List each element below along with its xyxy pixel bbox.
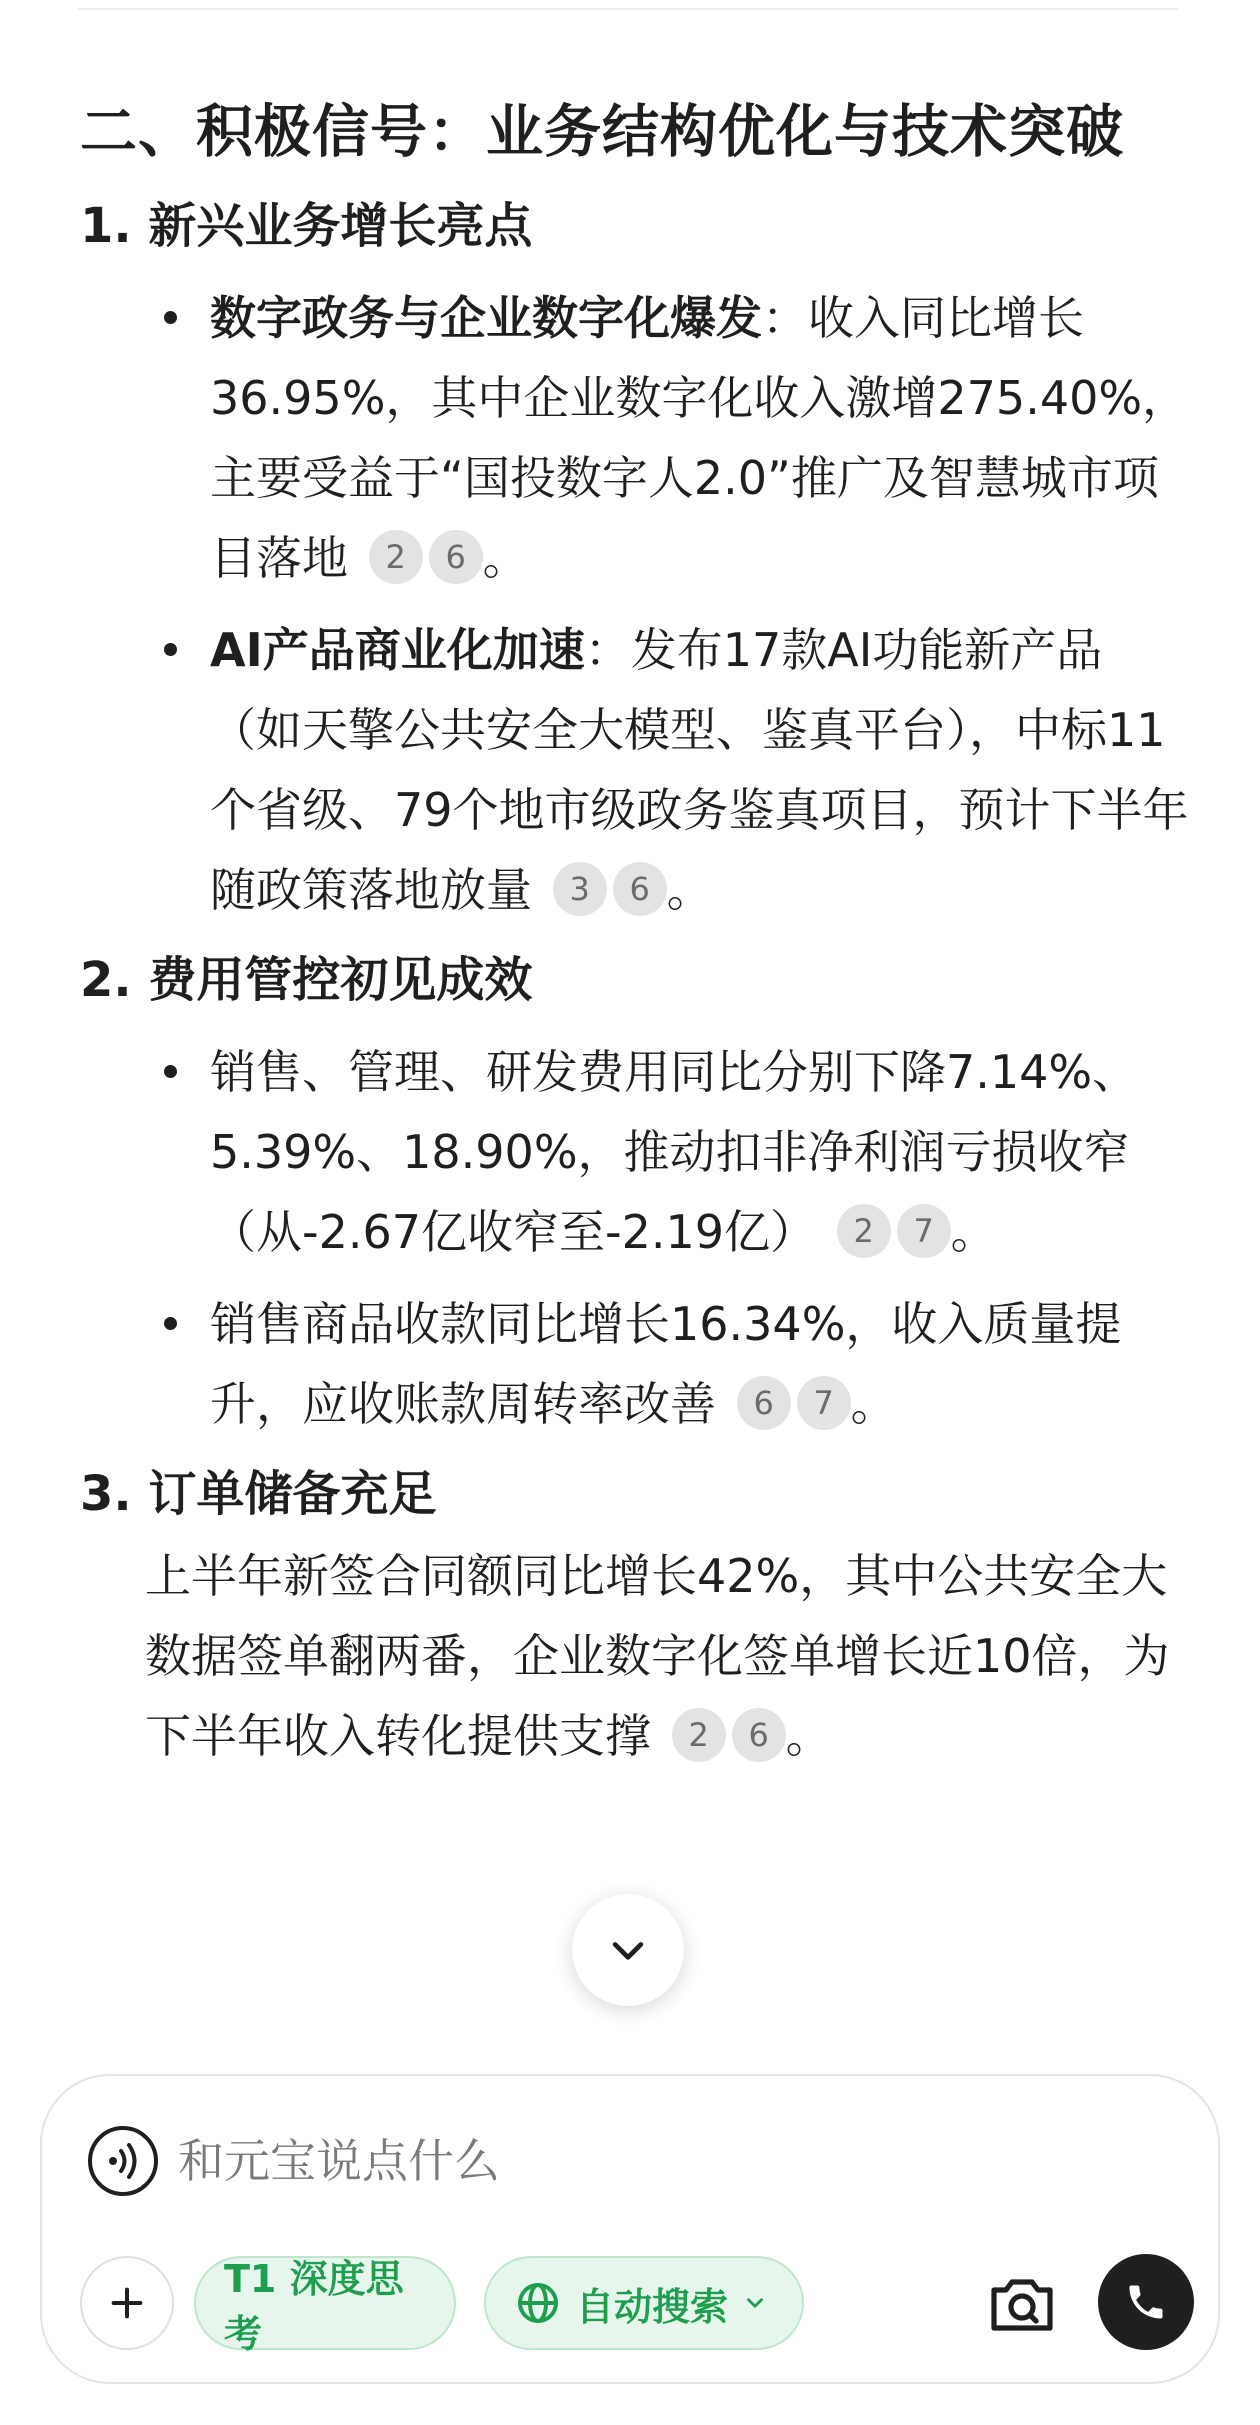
voice-call-button[interactable] <box>1098 2254 1194 2350</box>
answer-content <box>80 82 1190 1776</box>
citation-badge[interactable]: 2 <box>369 530 423 584</box>
list-heading-2: 2. 费用管控初见成效 <box>80 952 533 1008</box>
add-attachment-button[interactable] <box>80 2256 174 2350</box>
globe-icon <box>514 2279 562 2327</box>
list-item: 销售、管理、研发费用同比分别下降7.14%、5.39%、18.90%，推动扣非净利润亏损收窄（从-2.67亿收窄至-2.19亿） 2 7 。 <box>80 1032 1190 1272</box>
camera-icon <box>986 2272 1058 2336</box>
plus-icon <box>107 2283 147 2323</box>
deep-think-toggle[interactable]: T1 深度思考 <box>194 2256 456 2350</box>
bullet-list-2 <box>80 1032 1190 1444</box>
chevron-down-icon <box>606 1928 650 1972</box>
citation-badge[interactable]: 6 <box>429 530 483 584</box>
citation-badge[interactable]: 6 <box>732 1708 786 1762</box>
citation-badge[interactable]: 2 <box>837 1204 891 1258</box>
camera-button[interactable] <box>982 2264 1062 2344</box>
message-composer <box>40 2074 1220 2384</box>
citation-badge[interactable]: 7 <box>797 1376 851 1430</box>
list-heading-3: 3. 订单储备充足 <box>80 1466 437 1522</box>
voice-input-icon[interactable] <box>86 2124 160 2198</box>
list-heading-1: 1. 新兴业务增长亮点 <box>80 198 533 254</box>
phone-icon <box>1124 2280 1168 2324</box>
section-title: 二、积极信号：业务结构优化与技术突破 <box>80 99 1124 165</box>
citation-badge[interactable]: 2 <box>672 1708 726 1762</box>
citation-badge[interactable]: 3 <box>553 862 607 916</box>
list-item: 数字政务与企业数字化爆发：收入同比增长36.95%，其中企业数字化收入激增275.40%，主要受益于“国投数字人2.0”推广及智慧城市项目落地 2 6 。 <box>80 278 1190 598</box>
top-divider <box>78 8 1178 10</box>
list-item: AI产品商业化加速：发布17款AI功能新产品（如天擎公共安全大模型、鉴真平台），中标11个省级、79个地市级政务鉴真项目，预计下半年随政策落地放量 3 6 。 <box>80 610 1190 930</box>
bullet-list-1 <box>80 278 1190 930</box>
scroll-down-button[interactable] <box>572 1894 684 2006</box>
list-paragraph-3: 上半年新签合同额同比增长42%，其中公共安全大数据签单翻两番，企业数字化签单增长近10倍，为下半年收入转化提供支撑 2 6 。 <box>145 1549 1170 1763</box>
message-input[interactable]: 和元宝说点什么 <box>178 2134 500 2188</box>
auto-search-toggle[interactable]: 自动搜索 <box>484 2256 804 2350</box>
citation-badge[interactable]: 6 <box>737 1376 791 1430</box>
citation-badge[interactable]: 6 <box>613 862 667 916</box>
list-item: 销售商品收款同比增长16.34%，收入质量提升，应收账款周转率改善 6 7 。 <box>80 1284 1190 1444</box>
chevron-down-icon <box>742 2290 768 2316</box>
citation-badge[interactable]: 7 <box>897 1204 951 1258</box>
